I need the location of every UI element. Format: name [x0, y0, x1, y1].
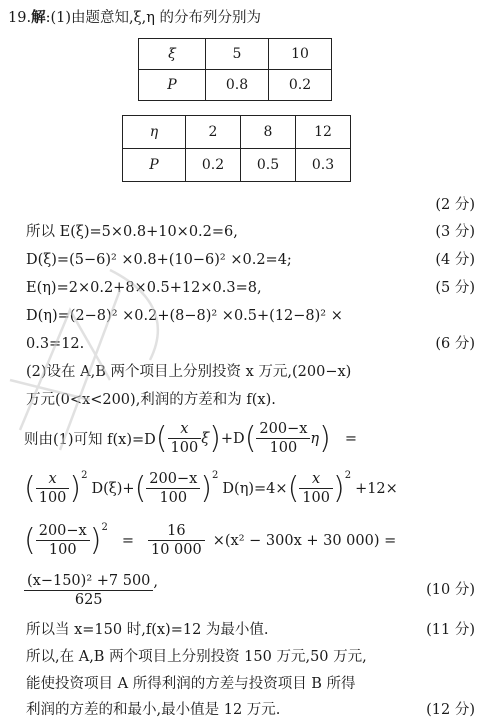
table-cell: 0.8	[206, 70, 269, 101]
formula-text: ×(x² − 300x + 30 000) =	[212, 532, 397, 549]
formula-row-4	[24, 572, 158, 609]
paren-close: )	[89, 522, 102, 558]
paren-close: )	[332, 470, 345, 506]
solution-line: 所以 E(ξ)=5×0.8+10×0.2=6,	[26, 224, 238, 240]
table-cell: 0.5	[241, 149, 296, 182]
paren-close: )	[69, 470, 82, 506]
table-row	[123, 116, 351, 149]
paren-open: (	[244, 420, 257, 456]
table-cell: 8	[241, 116, 296, 149]
fraction: $\frac{x}{100}$	[299, 470, 333, 507]
formula-row-1	[24, 420, 357, 457]
formula-row-3	[24, 522, 396, 559]
formula-text: 则由(1)可知 f(x)=D	[24, 432, 156, 448]
exponent: 2	[101, 522, 108, 533]
formula-text: D(η)=4×	[222, 480, 288, 497]
solution-line: 万元(0<x<200),利润的方差和为 f(x).	[26, 392, 276, 408]
score-mark: (3 分)	[435, 224, 475, 240]
table-row	[139, 39, 332, 70]
paren-open: (	[155, 420, 168, 456]
solution-label: 解	[31, 9, 46, 26]
score-mark: (12 分)	[426, 702, 475, 718]
table-cell: 0.3	[296, 149, 351, 182]
solution-line: 0.3=12.	[26, 336, 85, 352]
formula-text: +D	[220, 430, 245, 447]
score-mark: (4 分)	[435, 252, 475, 268]
heading-text: :(1)由题意知,ξ,η 的分布列分别为	[45, 10, 261, 26]
eta-symbol: η	[310, 430, 320, 447]
score-mark: (5 分)	[435, 280, 475, 296]
score-mark: (10 分)	[426, 582, 475, 598]
paren-open: (	[134, 470, 147, 506]
exponent: 2	[344, 470, 352, 481]
paren-close: )	[319, 420, 331, 456]
paren-open: (	[24, 470, 36, 506]
problem-heading	[8, 8, 261, 28]
solution-line: E(η)=2×0.2+8×0.5+12×0.3=8,	[26, 280, 262, 296]
score-mark: (6 分)	[435, 336, 475, 352]
xi-symbol: ξ	[201, 430, 210, 447]
fraction: $\frac{x}{100}$	[168, 420, 202, 457]
exponent: 2	[81, 470, 88, 481]
formula-text: +12×	[355, 480, 398, 497]
table-cell: P	[139, 70, 206, 101]
table-cell: 5	[206, 39, 269, 70]
paren-close: )	[209, 420, 221, 456]
solution-line: 所以,在 A,B 两个项目上分别投资 150 万元,50 万元,	[26, 649, 367, 665]
fraction: $\frac{\text{(x−150)² +7 500}}{625}$	[24, 572, 153, 609]
distribution-table-eta	[122, 115, 351, 182]
formula-row-2	[24, 470, 398, 507]
fraction: $\frac{200-x}{100}$	[146, 470, 200, 507]
solution-line: 所以当 x=150 时,f(x)=12 为最小值.	[26, 622, 269, 638]
score-mark: (2 分)	[435, 197, 475, 213]
table-cell: 10	[269, 39, 332, 70]
solution-line: D(η)=(2−8)² ×0.2+(8−8)² ×0.5+(12−8)² ×	[26, 308, 343, 324]
formula-text: =	[344, 430, 357, 447]
formula-text: ,	[153, 573, 159, 590]
table-row	[139, 70, 332, 101]
exponent: 2	[212, 470, 219, 481]
paren-open: (	[287, 470, 300, 506]
formula-text: D(ξ)+	[91, 480, 135, 497]
solution-line: 利润的方差的和最小,最小值是 12 万元.	[26, 702, 281, 718]
fraction: $\frac{200-x}{100}$	[36, 522, 90, 559]
solution-line: 能使投资项目 A 所得利润的方差与投资项目 B 所得	[26, 676, 356, 692]
table-cell: 0.2	[186, 149, 241, 182]
distribution-table-xi	[138, 38, 332, 101]
paren-open: (	[24, 522, 36, 558]
table-cell: 0.2	[269, 70, 332, 101]
table-cell: ξ	[139, 39, 206, 70]
table-row	[123, 149, 351, 182]
fraction: $\frac{200-x}{100}$	[256, 420, 310, 457]
problem-number: 19.	[8, 10, 32, 26]
table-cell: 2	[186, 116, 241, 149]
solution-line: D(ξ)=(5−6)² ×0.8+(10−6)² ×0.2=4;	[26, 252, 292, 268]
paren-close: )	[200, 470, 213, 506]
table-cell: 12	[296, 116, 351, 149]
fraction: $\frac{16}{10 000}$	[148, 522, 205, 559]
formula-text: =	[121, 532, 134, 549]
fraction: $\frac{x}{100}$	[36, 470, 70, 507]
score-mark: (11 分)	[426, 622, 475, 638]
solution-line: (2)设在 A,B 两个项目上分别投资 x 万元,(200−x)	[26, 364, 352, 380]
table-cell: η	[123, 116, 186, 149]
table-cell: P	[123, 149, 186, 182]
